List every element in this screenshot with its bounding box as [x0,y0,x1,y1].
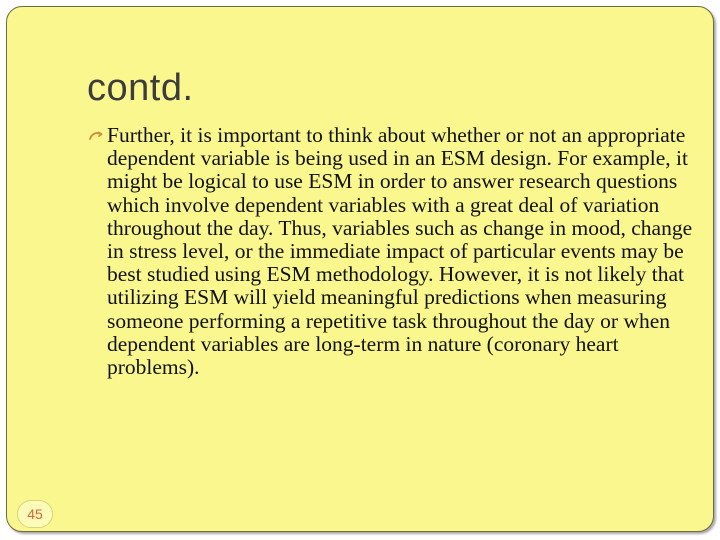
slide-body [89,124,693,379]
curved-arrow-bullet-icon [89,124,107,147]
slide-canvas [6,6,714,532]
slide-title: contd. [87,67,194,109]
page-number-label: 45 [27,506,43,522]
page-number [17,500,53,528]
bullet-text: Further, it is important to think about whether or not an appropriate dependent variable is being used in an ESM design. For example, it might be logical to use ESM in order to answer research questions which involve dependent variables with a great deal of variation throughout the day. Thus, variables such as change in mood, change in stress level, or the immediate impact of particular events may be best studied using ESM methodology. However, it is not likely that utilizing ESM will yield meaningful predictions when measuring someone performing a repetitive task throughout the day or when dependent variables are long-term in nature (coronary heart problems). [107,123,693,380]
bullet-item [89,124,693,379]
